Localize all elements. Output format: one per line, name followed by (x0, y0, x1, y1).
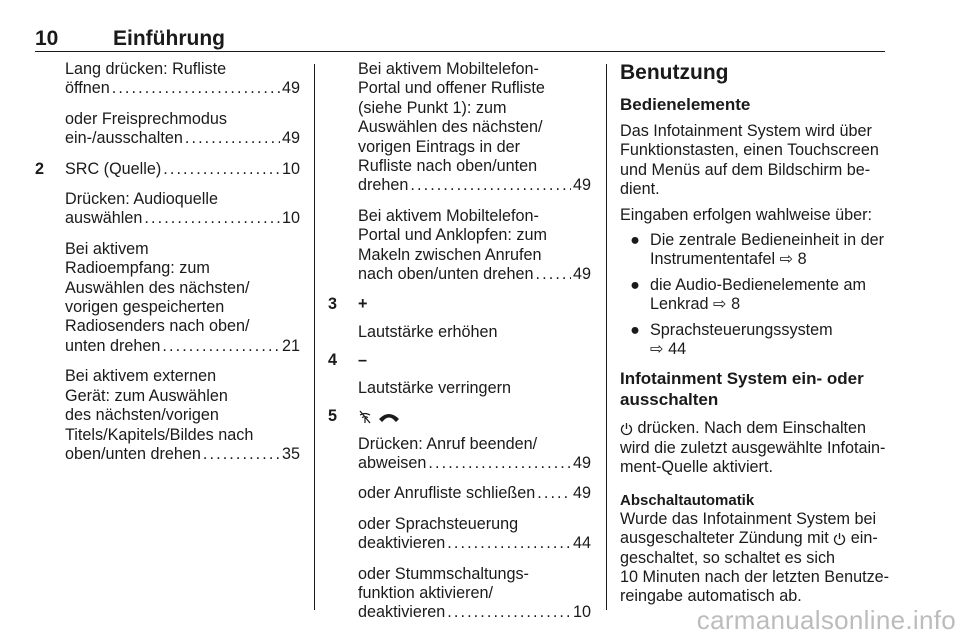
bullet-item: ● die Audio-Bedienelemente am Lenkrad ⇨ 8 (620, 276, 888, 315)
toc-line: ein-/ausschalten . . . 49 (65, 129, 300, 148)
column-left (35, 60, 300, 475)
bullet-item: ● Die zentrale Bedieneinheit in der Instrumententafel ⇨ 8 (620, 231, 888, 270)
list-item: Bei aktivem Mobiltelefon- Portal und Anklopfen: zum Makeln zwischen Anrufen nach oben/unten drehen . . . 49 (328, 207, 591, 285)
page-ref-arrow-icon: ⇨ (779, 250, 794, 269)
page-ref-arrow-icon: ⇨ (713, 295, 727, 314)
page-ref: 49 (572, 265, 591, 284)
list-item: Bei aktivem Radioempfang: zum Auswählen des nächsten/ vorigen gespeicherten Radiosenders nach oben/ unten drehen . . . 21 (35, 240, 300, 356)
item-number: 4 (328, 351, 338, 370)
power-icon (620, 422, 633, 436)
page-ref: 44 (572, 534, 591, 553)
list-item: oder Stummschaltungs- funktion aktivieren/ deaktivieren . . . 10 (328, 565, 591, 623)
bullet-icon: ● (630, 320, 640, 339)
paragraph: drücken. Nach dem Einschalten wird die zuletzt ausgewählte Infotain- ment-Quelle aktiviert. (620, 419, 886, 477)
list-item: Drücken: Audioquelle auswählen . . . 10 (35, 190, 300, 229)
paragraph-heading: Abschaltautomatik (620, 491, 755, 509)
subsection-title: Bedienelemente (620, 95, 751, 114)
column-divider-right (606, 64, 607, 610)
list-item: 5 Drücken: Anruf beenden/ abweisen . . . 49 (328, 407, 591, 473)
toc-line: SRC (Quelle) . . . 10 (65, 160, 300, 179)
page-ref: 10 (281, 159, 300, 178)
column-divider-left (314, 64, 315, 610)
toc-line: öffnen . . . 49 (65, 79, 300, 98)
toc-line: oben/unten drehen . . . 35 (65, 445, 300, 464)
list-item: 3 + Lautstärke erhöhen (328, 295, 591, 342)
page-ref: 8 (731, 295, 741, 314)
page-ref: 10 (572, 603, 591, 622)
toc-line: deaktivieren . . . 10 (358, 603, 591, 622)
paragraph: Wurde das Infotainment System bei ausgeschalteter Zündung mit ein- geschaltet, so schaltet es sich 10 Minuten nach der letzten Benutze- reingabe automatisch ab. (620, 509, 890, 606)
page-ref: 49 (572, 453, 591, 472)
header-rule (35, 51, 885, 52)
list-item: oder Sprachsteuerung deaktivieren . . . 44 (328, 515, 591, 554)
page-ref: 49 (281, 129, 300, 148)
toc-line: drehen . . . 49 (358, 176, 591, 195)
page-ref-arrow-icon: ⇨ (650, 340, 664, 359)
bullet-icon: ● (630, 275, 640, 294)
column-right (620, 60, 888, 613)
hangup-voice-icons (358, 407, 591, 426)
chapter-title: Einführung (113, 27, 225, 50)
toc-line: nach oben/unten drehen . . . 49 (358, 265, 591, 284)
hang-up-icon (377, 410, 401, 424)
page-ref: 49 (281, 79, 300, 98)
power-icon (833, 532, 846, 546)
item-label: + (358, 295, 368, 314)
page-ref: 49 (572, 484, 591, 503)
item-number: 5 (328, 407, 338, 426)
watermark: carmanualsonline.info (696, 605, 956, 635)
page-ref: 10 (281, 209, 300, 228)
list-item: Bei aktivem Mobiltelefon- Portal und offener Rufliste (siehe Punkt 1): zum Auswählen des nächsten/ vorigen Eintrags in der Rufliste nach oben/unten drehen . . . 49 (328, 60, 591, 196)
bullet-item: ● Sprachsteuerungssystem ⇨ 44 (620, 321, 888, 360)
list-item: Lang drücken: Rufliste öffnen . . . 49 (35, 60, 300, 99)
list-item: Bei aktivem externen Gerät: zum Auswählen des nächsten/vorigen Titels/Kapitels/Bildes nach oben/unten drehen . . . 35 (35, 367, 300, 464)
section-title: Benutzung (620, 61, 729, 84)
paragraph: Eingaben erfolgen wahlweise über: (620, 205, 872, 224)
list-item: 4 – Lautstärke verringern (328, 351, 591, 398)
toc-line: abweisen . . . 49 (358, 454, 591, 473)
list-item (328, 484, 591, 503)
page-ref: 49 (572, 176, 591, 195)
voice-off-icon (358, 409, 372, 425)
toc-line: deaktivieren . . . 44 (358, 534, 591, 553)
page-ref: 8 (797, 250, 807, 269)
toc-line: unten drehen . . . 21 (65, 337, 300, 356)
page-header (35, 27, 885, 49)
list-item: oder Freisprechmodus ein-/ausschalten . . . 49 (35, 110, 300, 149)
column-middle (328, 60, 591, 634)
page-number: 10 (35, 27, 59, 50)
item-number: 2 (35, 159, 45, 178)
item-number: 3 (328, 295, 338, 314)
subsection-title: Infotainment System ein- oder ausschalten (620, 369, 864, 410)
page-ref: 35 (281, 444, 300, 463)
page-ref: 44 (668, 340, 687, 359)
paragraph: Das Infotainment System wird über Funktionstasten, einen Touchscreen und Menüs auf dem Bildschirm be- dient. (620, 122, 879, 199)
toc-line: auswählen . . . 10 (65, 209, 300, 228)
item-label: – (358, 351, 368, 370)
toc-line: oder Anrufliste schließen . . . 49 (358, 484, 591, 503)
bullet-icon: ● (630, 231, 640, 250)
page-ref: 21 (281, 336, 300, 355)
list-item (35, 160, 300, 179)
